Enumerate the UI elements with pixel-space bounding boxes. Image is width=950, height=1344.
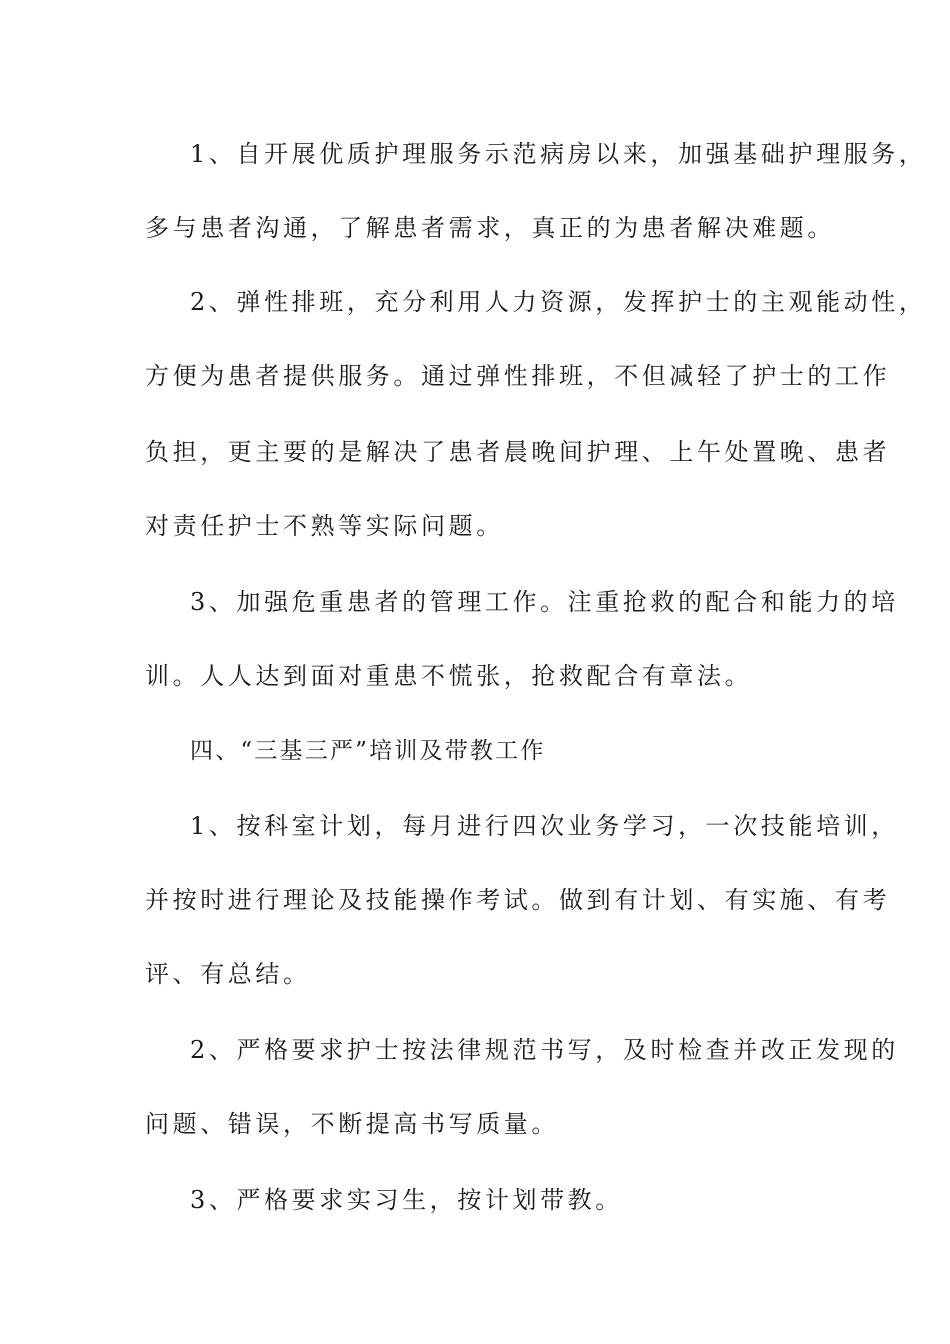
paragraph-line: 3、严格要求实习生，按计划带教。	[190, 1186, 623, 1214]
paragraph-line: 1、自开展优质护理服务示范病房以来，加强基础护理服务，	[190, 140, 927, 168]
paragraph-line: 方便为患者提供服务。通过弹性排班，不但减轻了护士的工作	[145, 362, 891, 390]
paragraph-line: 评、有总结。	[145, 960, 311, 988]
section-heading: 四、“三基三严”培训及带教工作	[190, 738, 546, 764]
paragraph-line: 3、加强危重患者的管理工作。注重抢救的配合和能力的培	[190, 588, 899, 616]
paragraph-line: 并按时进行理论及技能操作考试。做到有计划、有实施、有考	[145, 886, 891, 914]
paragraph-line: 1、按科室计划，每月进行四次业务学习，一次技能培训，	[190, 812, 899, 840]
paragraph-line: 问题、错误，不断提高书写质量。	[145, 1110, 559, 1138]
paragraph-line: 多与患者沟通，了解患者需求，真正的为患者解决难题。	[145, 214, 835, 242]
paragraph-line: 2、严格要求护士按法律规范书写，及时检查并改正发现的	[190, 1036, 899, 1064]
paragraph-line: 训。人人达到面对重患不慌张，抢救配合有章法。	[145, 662, 753, 690]
paragraph-line: 2、弹性排班，充分利用人力资源，发挥护士的主观能动性，	[190, 288, 927, 316]
paragraph-line: 对责任护士不熟等实际问题。	[145, 512, 504, 540]
paragraph-line: 负担，更主要的是解决了患者晨晚间护理、上午处置晚、患者	[145, 438, 891, 466]
